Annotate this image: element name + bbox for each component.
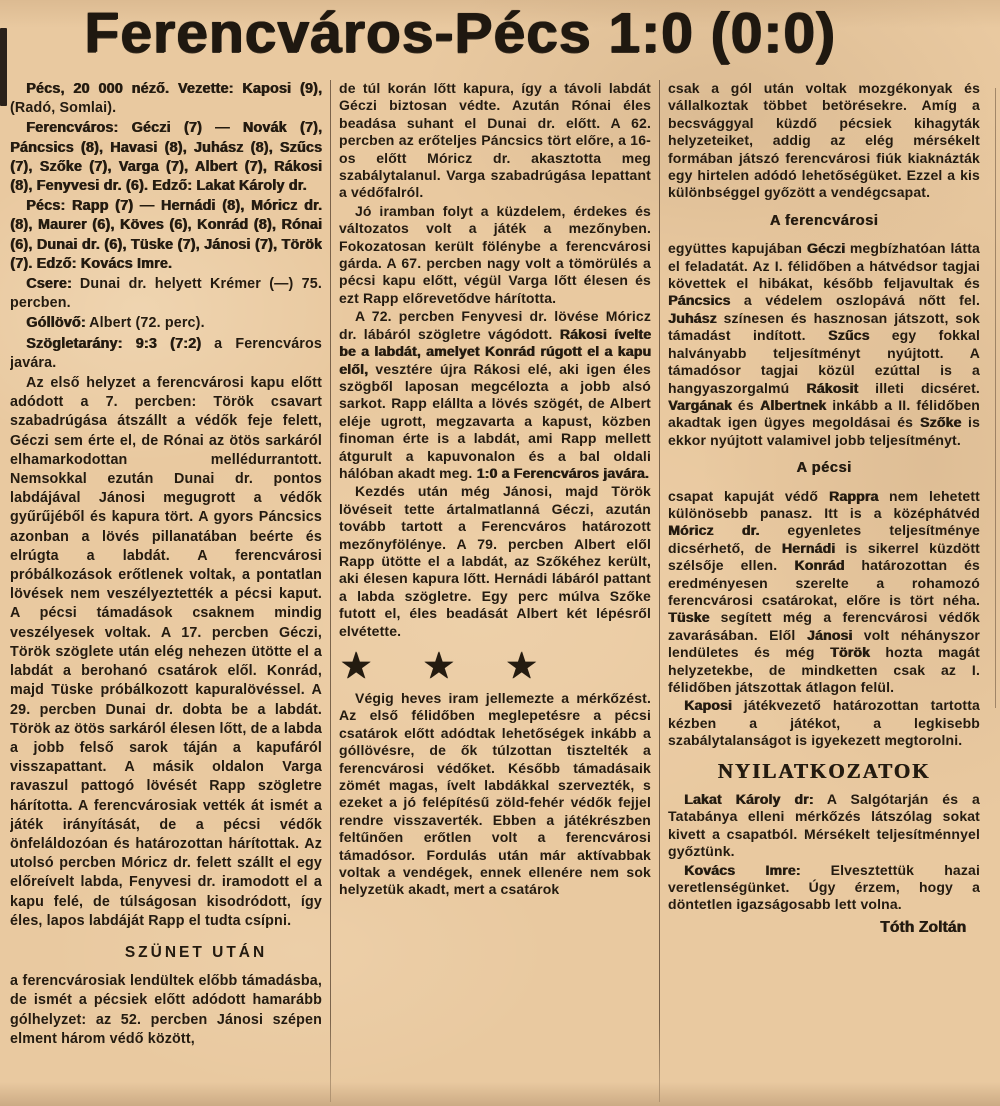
scan-edge-mark (0, 28, 7, 106)
section-subhead: A pécsi (796, 460, 852, 477)
body-text: a Ferencváros javára. (10, 335, 322, 371)
article-paragraph (10, 80, 322, 118)
body-text: Elvesztettük hazai veretlenségünket. Úgy érzem, hogy a döntetlen igazságosabb lett volna. (668, 861, 980, 913)
article-column-1 (10, 80, 322, 1102)
body-text: egyenletes teljesítménye dicsérhető, de (668, 522, 980, 556)
emphasized-text: Ferencváros: Géczi (7) — Novák (7), Páncsics (8), Havasi (8), Juhász (8), Szűcs (7), Szőke (7), Varga (7), Albert (7), Rákosi (8), Fenyvesi dr. (6). Edző: Lakat Károly dr. (10, 120, 322, 195)
article-paragraph (668, 240, 980, 449)
emphasized-text: Juhász (668, 309, 717, 326)
article-paragraph (668, 862, 980, 914)
author-signature: Tóth Zoltán (879, 918, 966, 936)
section-subhead: SZÜNET UTÁN (124, 943, 268, 961)
headline: Ferencváros-Pécs 1:0 (0:0) (84, 1, 836, 65)
emphasized-text: Rákosi ívelte be a labdát, amelyet Konrád rúgott el a kapu elől, (339, 325, 651, 377)
article-paragraph (339, 308, 651, 482)
body-text: A Salgótarján és a Tatabánya elleni mérkőzés látszólag sokat kivett a csapatból. Mérsékelt teljesítménnyel győztünk. (668, 791, 980, 860)
emphasized-text: Hernádi (781, 539, 836, 556)
article-paragraph (668, 488, 980, 697)
article-paragraph (10, 119, 322, 196)
article-paragraph (668, 697, 980, 749)
article-paragraph (339, 483, 651, 640)
article-paragraph (10, 972, 322, 1049)
body-text: egy fokkal halványabb teljesítményt nyújtott. A támadósor tagjai közül ezúttal is a hangyaszorgalmú (668, 327, 980, 396)
emphasized-text: Tüske (668, 609, 710, 626)
emphasized-text: Szögletarány: 9:3 (7:2) (26, 335, 202, 352)
body-text: megbízhatóan látta el feladatát. Az I. félidőben a hátvédsor tagjai követtek el hibákat, később feljavultak és (668, 240, 980, 292)
emphasized-text: Páncsics (668, 292, 731, 309)
body-text: Az első helyzet a ferencvárosi kapu előtt adódott a 7. percben: Török csavart szabadrúgása átszállt a védők feje felett, Géczi sem érte el, de Rónai az ötös sarkáról elhamarkodottan mellédurrantott. Nemsokkal ezután Dunai dr. pontos labdájával Jánosi megugrott a védők gyűrűjéből és kapura tört. A gyors Páncsics azonban a lövés pillanatában beérte és elrúgta a labdát. A ferencvárosi próbálkozások erőtlenek voltak, a pontatlan lövések nem veszélyeztették a pécsi kaput. A pécsi támadások csaknem mindig veszélyesek voltak. A 17. percben Géczi, Török szöglete után elég nehezen ütötte el a labdát a berohanó csatárok elől. Konrád, majd Tüske próbálkozott kapuralövéssel. A 29. percben Dunai dr. dobta be a labdát. Török az ötös sarkáról élesen lőtt, de a labda a jobb felső sarok táján a kapufáról visszapattant. A másik oldalon Varga ravaszul pattogó lövését Rapp szögletre hárította. A ferencvárosiak vették át ismét a játék irányítását, de a pécsi védők önfeláldozóan és határozottan hárítottak. Az utolsó percben Móricz dr. felett szállt el egy előreívelt labda, Fenyvesi dr. iramodott el a kapu felé, de túlságosan kisodródott, így éles, lapos labdáját Rapp el tudta csípni. (10, 375, 322, 929)
emphasized-text: 1:0 a Ferencváros javára. (476, 464, 649, 481)
body-text: csak a gól után voltak mozgékonyak és vállalkoztak többet betörésekre. Amíg a becsvággyal küzdő pécsiek kihagyták helyzeteiket, addig az elég mérsékelt formában játszó ferencvárosi fiúk kiaknázták egy hirtelen adódó lehetőségüket. Ezzel a kis különbséggel győzött a vendégcsapat. (668, 80, 980, 201)
emphasized-text: Lakat Károly dr: (684, 791, 814, 808)
body-text: Dunai dr. helyett Krémer (—) 75. percben. (10, 276, 322, 312)
body-text: volt néhányszor lendületes és még (668, 626, 980, 661)
emphasized-text: Rappra (828, 487, 879, 504)
emphasized-text: Kaposi (684, 697, 732, 714)
article-paragraph (10, 197, 322, 274)
article-columns (10, 80, 994, 1102)
article-column-2 (339, 80, 651, 1102)
emphasized-text: Rákosit (806, 379, 859, 396)
three-stars-icon: ★ ★ ★ (341, 647, 559, 684)
body-text: Végig heves iram jellemezte a mérkőzést. Az első félidőben meglepetésre a pécsi csatárok előtt adódtak lehetőségek inkább a góllövésre, de ők túlzottan tisztelték a ferencvárosi védőket. Később támadásaik zömét magas, ívelt labdákkal szervezték, s ezeket a jó felépítésű zöld-fehér védők fejjel rendre visszaverték. Ebben a játékrészben feltűnően erőtlen volt a ferencvárosi támadósor. Fordulás után már aktívabbak voltak a vendégek, ennek ellenére nem sok helyzetük akadt, mert a csatárok (339, 690, 651, 898)
body-text: Albert (72. perc). (85, 315, 205, 332)
emphasized-text: Géczi (806, 240, 846, 257)
body-text: csapat kapuját védő (668, 487, 829, 504)
article-paragraph (10, 335, 322, 373)
body-text: együttes kapujában (668, 240, 807, 257)
emphasized-text: Móricz dr. (668, 522, 760, 539)
emphasized-text: Török (830, 644, 870, 661)
body-text: inkább a II. félidőben akadtak igen ügyes megoldásai és (668, 396, 980, 431)
column-divider (659, 80, 660, 1102)
page-edge-rule (995, 88, 996, 708)
emphasized-text: Szűcs (827, 327, 870, 344)
emphasized-text: Albertnek (759, 396, 827, 413)
emphasized-text: Konrád (794, 557, 845, 574)
body-text: segített még a ferencvárosi védők zavarásában. Elől (668, 609, 980, 643)
body-text: vesztére újra Rákosi elé, aki igen éles szögből laposan megcélozta a jobb alsó sarkot. Rapp elállta a lövés szögét, de Albert eléje ugrott, megzavarta a kapust, közben finoman érte is a labdát, ami Rapp mellett átgurult a kapuvonalon és a bal oldali hálóban akadt meg. (339, 360, 651, 481)
body-text: hozta magát helyzetekbe, de mindketten csak az I. félidőben játszottak átlagon felül. (668, 644, 980, 695)
body-text: és (731, 396, 760, 413)
article-paragraph (668, 80, 980, 202)
body-text: A 72. percben Fenyvesi dr. lövése Móricz dr. lábáról szögletre vágódott. (339, 308, 651, 342)
emphasized-text: Kovács Imre: (684, 861, 801, 878)
emphasized-text: Pécs, 20 000 néző. Vezette: Kaposi (9), (26, 81, 322, 97)
body-text: (Radó, Somlai). (10, 100, 117, 117)
body-text: játékvezető határozottan tartotta kézben a játékot, a legkisebb szabálytalanságot is igyekezett megtorolni. (668, 697, 980, 749)
article-paragraph (10, 275, 322, 313)
body-text: nem lehetett különösebb panasz. Itt is a középhátvéd (668, 487, 980, 521)
body-text: Jó iramban folyt a küzdelem, érdekes és változatos volt a játék a mezőnyben. Fokozatosan került fölénybe a ferencvárosi gárda. A 67. percben nagy volt a tömörülés a pécsi kapu előtt, végül Varga lőtt élesen és ezt Rapp előrevetődve hárította. (339, 202, 651, 306)
emphasized-text: Góllövő: (26, 315, 86, 332)
body-text: de túl korán lőtt kapura, így a távoli labdát Géczi biztosan védte. Azután Rónai éles beadása suhant el Dunai dr. előtt. A 62. percben az erőteljes Páncsics tört előre, a 16-os előtt Móricz dr. akasztotta meg szabálytalanul. Varga szabadrúgása lepattant a védőfalról. (339, 80, 651, 201)
body-text: színesen és hasznosan játszott, sok támadást indított. (668, 309, 980, 344)
article-paragraph (668, 791, 980, 861)
article-paragraph (339, 203, 651, 307)
body-text: illeti dicséret. (858, 379, 980, 396)
section-subhead: A ferencvárosi (769, 212, 879, 229)
body-text: is sikerrel küzdött szélsője ellen. (668, 539, 980, 574)
emphasized-text: Vargának (668, 396, 732, 413)
section-subhead: NYILATKOZATOK (717, 758, 931, 783)
emphasized-text: Pécs: Rapp (7) — Hernádi (8), Móricz dr. (8), Maurer (6), Köves (6), Konrád (8), Rónai (6), Dunai dr. (6), Tüske (7), Jánosi (7), Török (7). Edző: Kovács Imre. (10, 198, 322, 272)
emphasized-text: Csere: (26, 276, 72, 293)
article-paragraph (339, 690, 651, 899)
emphasized-text: Szőke (919, 414, 962, 431)
column-divider (330, 80, 331, 1102)
body-text: határozottan és eredményesen szerelte a rohamozó ferencvárosi csatárokat, előre is tört néha. (668, 557, 980, 608)
emphasized-text: Jánosi (806, 626, 853, 643)
article-column-3 (668, 80, 980, 1102)
body-text: Kezdés után még Jánosi, majd Török lövéseit tette ártalmatlanná Géczi, azután tovább tartott a Ferencváros határozott mezőnyfölénye. A 79. percben Albert elől Rapp ütötte el a labdát, az Szőkéhez került, aki élesen kapura lőtt. Hernádi lábáról pattant a labda szögletre. Egy perc múlva Szőke futott el, éles beadását Albert két lépésről elvétette. (339, 483, 651, 639)
body-text: a védelem oszlopává nőtt fel. (730, 292, 980, 309)
article-paragraph (10, 314, 322, 333)
article-paragraph (10, 374, 322, 931)
article-paragraph (339, 80, 651, 202)
body-text: a ferencvárosiak lendültek előbb támadásba, de ismét a pécsiek előtt adódott hamarább gólhelyzet: az 52. percben Jánosi szépen elment három védő között, (10, 973, 322, 1047)
body-text: is ekkor nyújtott valamivel jobb teljesítményt. (668, 414, 980, 448)
